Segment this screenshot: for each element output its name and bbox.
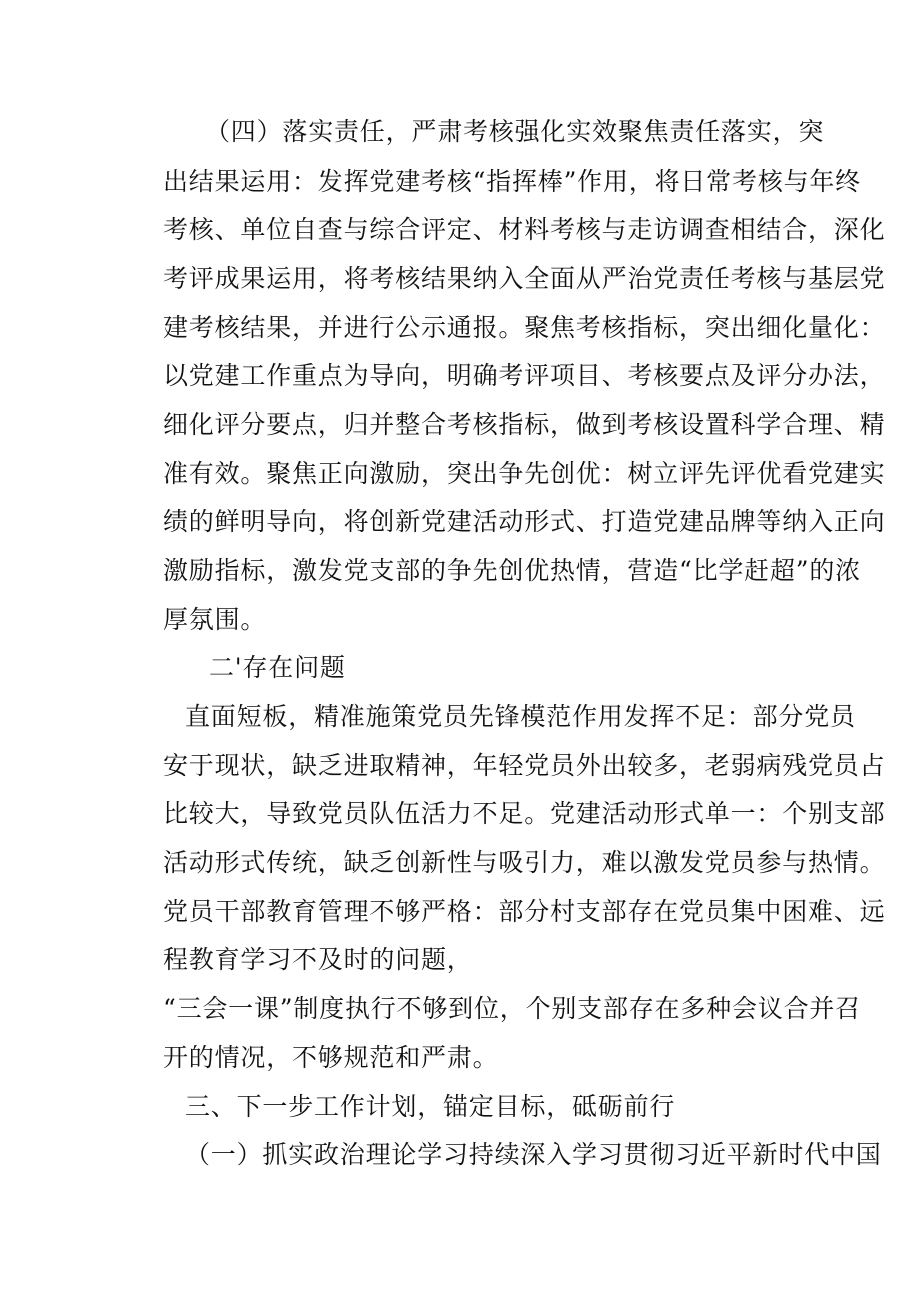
- text-line: 考核、单位自查与综合评定、材料考核与走访调查相结合，深化: [163, 215, 886, 244]
- text-line: 比较大，导致党员队伍活力不足。党建活动形式单一：个别支部: [163, 799, 886, 828]
- text-line: （一）抓实政治理论学习持续深入学习贯彻习近平新时代中国: [185, 1140, 882, 1169]
- text-line: 激励指标，激发党支部的争先创优热情，营造“比学赶超”的浓: [163, 556, 861, 585]
- text-line: 绩的鲜明导向，将创新党建活动形式、打造党建品牌等纳入正向: [163, 507, 886, 536]
- text-line: 细化评分要点，归并整合考核指标，做到考核设置科学合理、精: [163, 410, 886, 439]
- text-line: 建考核结果，并进行公示通报。聚焦考核指标，突出细化量化：: [163, 313, 886, 342]
- text-line: 开的情况，不够规范和严肃。: [163, 1043, 499, 1072]
- text-line: （四）落实责任，严肃考核强化实效聚焦责任落实，突: [205, 117, 825, 146]
- text-line: 安于现状，缺乏进取精神，年轻党员外出较多，老弱病残党员占: [163, 751, 886, 780]
- text-line: 出结果运用：发挥党建考核“指挥棒”作用，将日常考核与年终: [163, 167, 861, 196]
- text-line: “三会一课”制度执行不够到位，个别支部存在多种会议合并召: [163, 994, 861, 1023]
- section-heading: 二'存在问题: [209, 653, 346, 682]
- text-line: 党员干部教育管理不够严格：部分村支部存在党员集中困难、远: [163, 897, 886, 926]
- text-line: 准有效。聚焦正向激励，突出争先创优：树立评先评优看党建实: [163, 459, 886, 488]
- text-line: 考评成果运用，将考核结果纳入全面从严治党责任考核与基层党: [163, 264, 886, 293]
- text-line: 程教育学习不及时的问题，: [163, 945, 473, 974]
- text-line: 活动形式传统，缺乏创新性与吸引力，难以激发党员参与热情。: [163, 848, 886, 877]
- text-line: 以党建工作重点为导向，明确考评项目、考核要点及评分办法，: [163, 361, 886, 390]
- text-line: 厚氛围。: [163, 605, 267, 634]
- text-line: 直面短板，精准施策党员先锋模范作用发挥不足：部分党员: [185, 702, 856, 731]
- section-heading: 三、下一步工作计划，锚定目标，砥砺前行: [185, 1092, 676, 1121]
